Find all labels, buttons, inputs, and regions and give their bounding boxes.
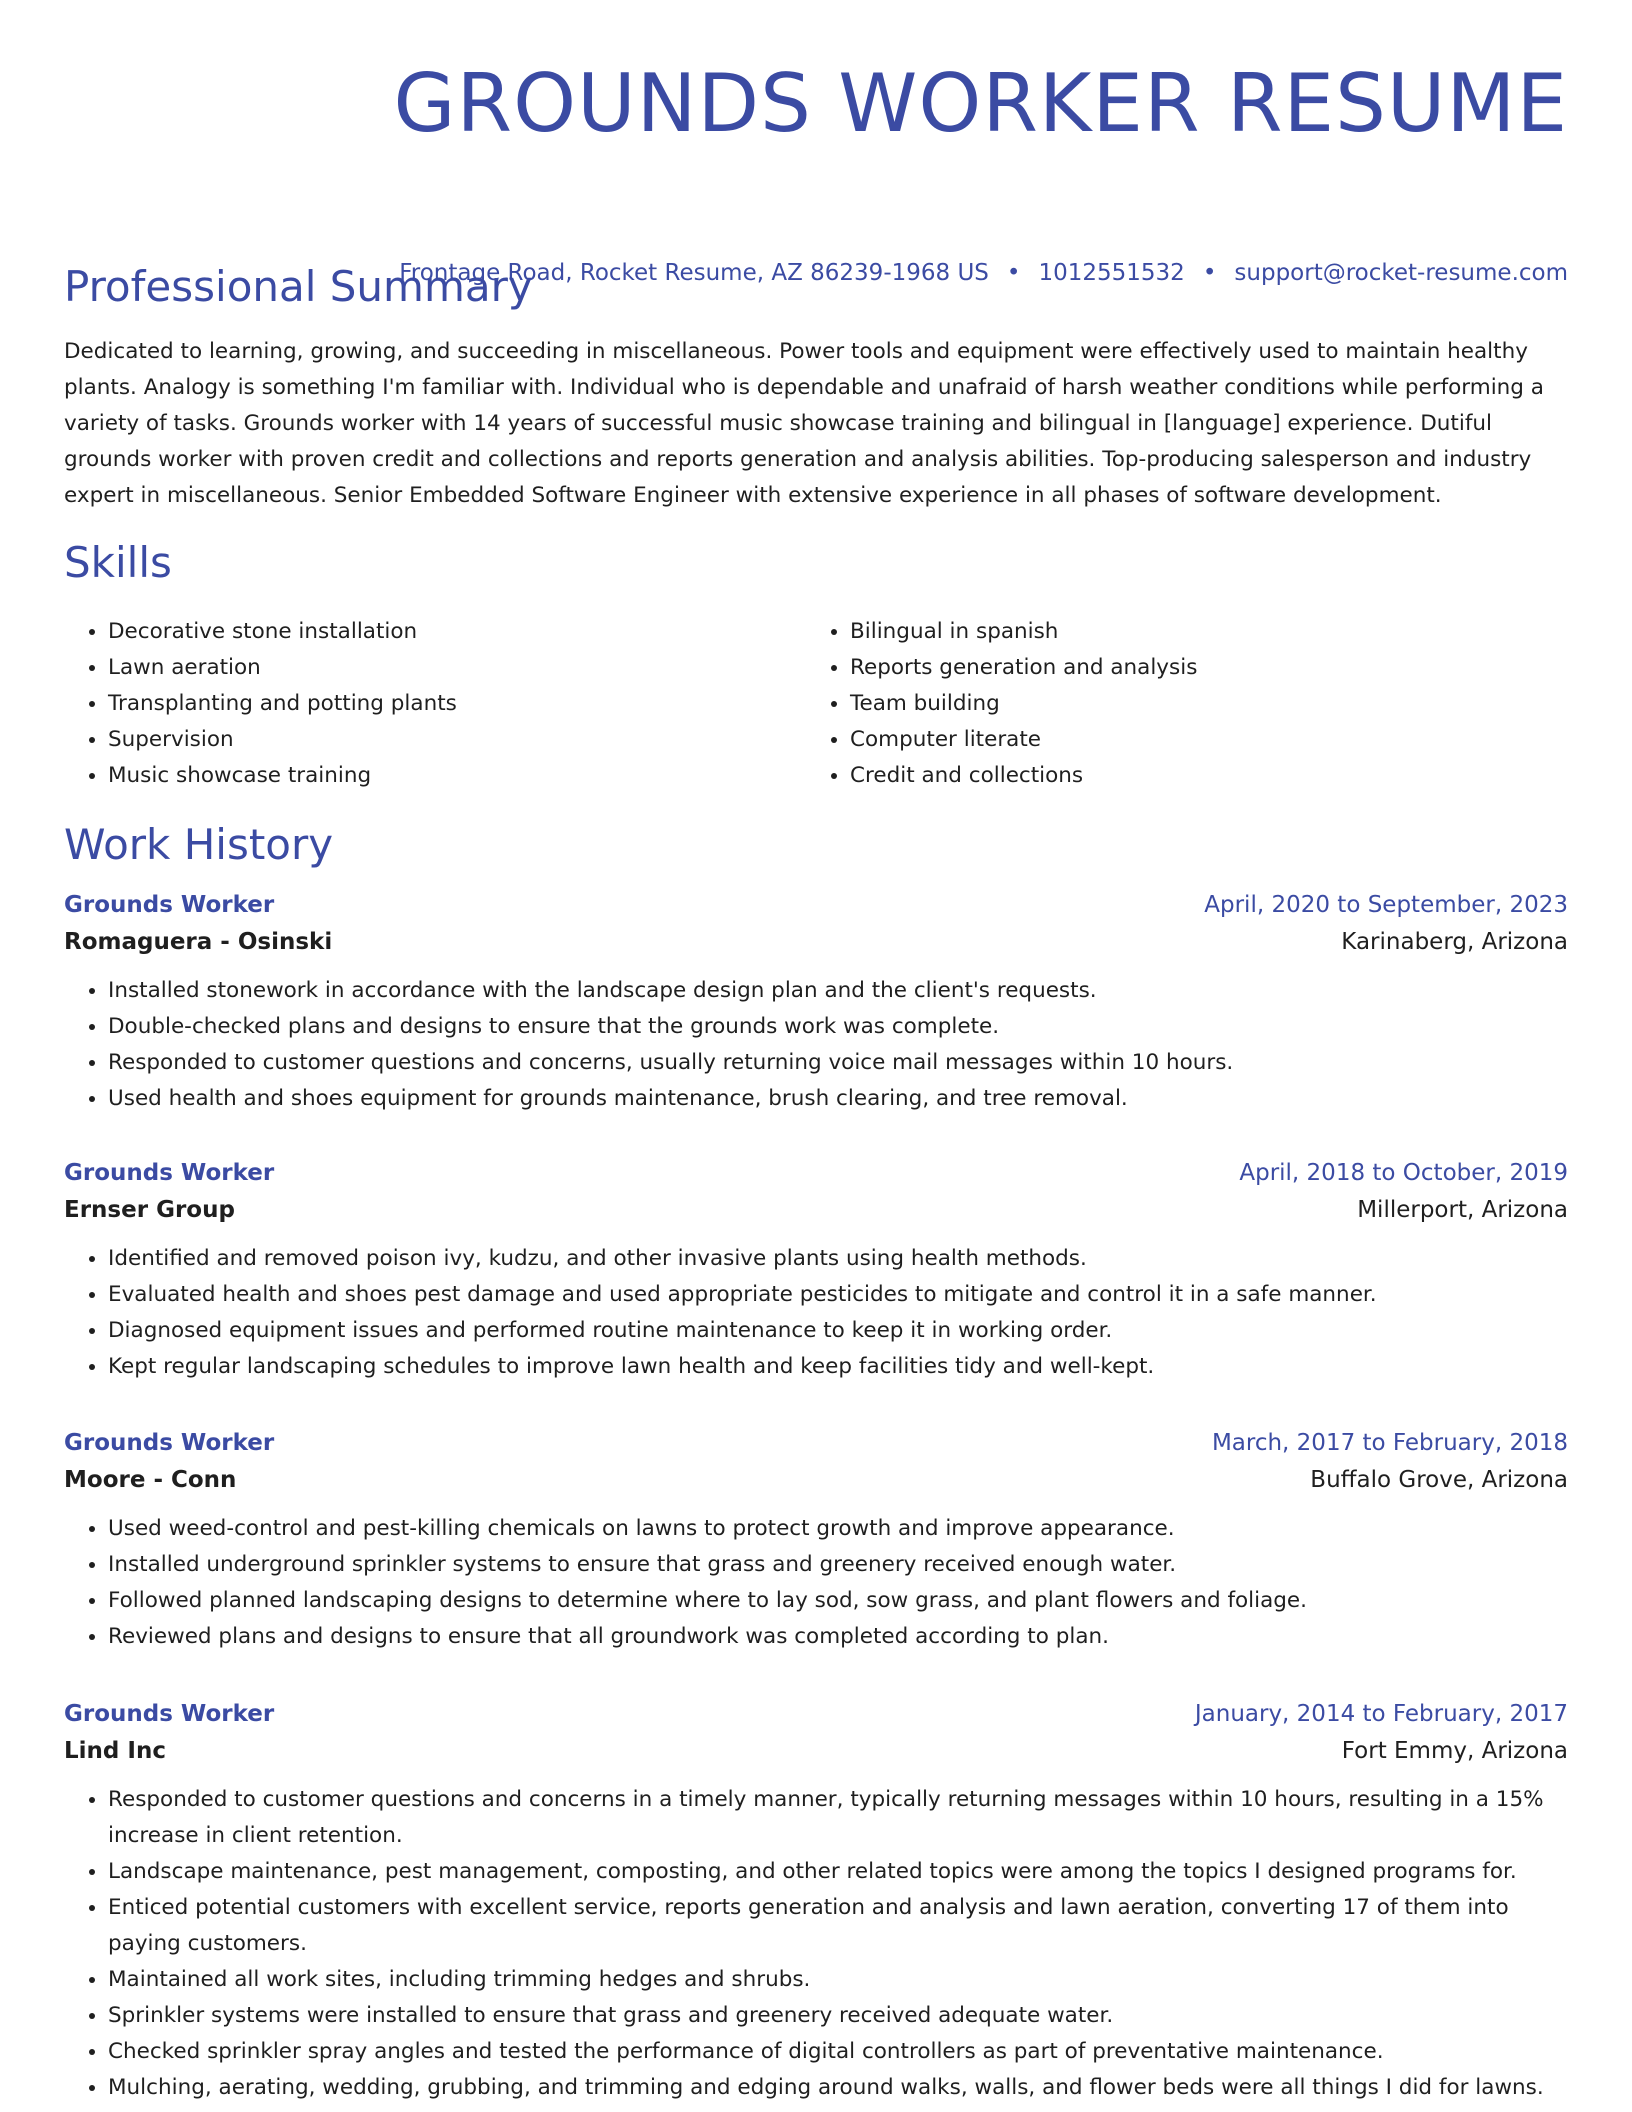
job-entry bbox=[64, 1155, 1568, 1385]
job-bullets bbox=[64, 1511, 1568, 1655]
skills-column-left bbox=[64, 614, 806, 794]
job-location: Fort Emmy, Arizona bbox=[1341, 1738, 1568, 1764]
skill-item: • Supervision bbox=[108, 722, 806, 758]
email: support@rocket-resume.com bbox=[1234, 260, 1568, 286]
job-location: Buffalo Grove, Arizona bbox=[1310, 1467, 1568, 1493]
job-company: Moore - Conn bbox=[64, 1467, 237, 1493]
contact-line bbox=[399, 260, 1568, 286]
job-header-row bbox=[64, 887, 1568, 923]
skill-item: • Transplanting and potting plants bbox=[108, 686, 806, 722]
job-bullet: • Double-checked plans and designs to ensure that the grounds work was complete. bbox=[108, 1009, 1568, 1045]
job-dates: January, 2014 to February, 2017 bbox=[1194, 1701, 1568, 1727]
summary-text: Dedicated to learning, growing, and succeeding in miscellaneous. Power tools and equipment were effectively used to maintain healthy plants. Analogy is something I'm familiar with. Individual who is dependable and unafraid of harsh weather conditions while performing a variety of tasks. Grounds worker with 14 years of successful music showcase training and bilingual in [language] experience. Dutiful grounds worker with proven credit and collections and reports generation and analysis abilities. Top-producing salesperson and industry expert in miscellaneous. Senior Embedded Software Engineer with extensive experience in all phases of software development. bbox=[64, 339, 1544, 508]
skills-heading: Skills bbox=[64, 538, 172, 587]
job-bullet: • Sprinkler systems were installed to ensure that grass and greenery received adequate water. bbox=[108, 1998, 1568, 2034]
skill-item: • Credit and collections bbox=[850, 758, 1548, 794]
job-company-row bbox=[64, 1461, 1568, 1499]
skill-item: • Computer literate bbox=[850, 722, 1548, 758]
job-location: Millerport, Arizona bbox=[1357, 1197, 1568, 1223]
skill-item: • Lawn aeration bbox=[108, 650, 806, 686]
job-bullet: • Kept regular landscaping schedules to improve lawn health and keep facilities tidy and well-kept. bbox=[108, 1349, 1568, 1385]
job-header-row bbox=[64, 1155, 1568, 1191]
skills-list bbox=[64, 614, 1568, 794]
job-dates: March, 2017 to February, 2018 bbox=[1211, 1430, 1568, 1456]
job-company-row bbox=[64, 1732, 1568, 1770]
job-bullets bbox=[64, 1241, 1568, 1385]
job-company: Ernser Group bbox=[64, 1197, 235, 1223]
job-company-row bbox=[64, 923, 1568, 961]
skill-item: • Music showcase training bbox=[108, 758, 806, 794]
job-bullet: • Maintained all work sites, including trimming hedges and shrubs. bbox=[108, 1962, 1568, 1998]
phone: 1012551532 bbox=[1038, 260, 1185, 286]
skill-item: • Reports generation and analysis bbox=[850, 650, 1548, 686]
contact-separator: • bbox=[1006, 260, 1021, 286]
job-entry bbox=[64, 1696, 1568, 2106]
job-company: Romaguera - Osinski bbox=[64, 929, 333, 955]
skill-item: • Bilingual in spanish bbox=[850, 614, 1548, 650]
job-title: Grounds Worker bbox=[64, 1160, 275, 1186]
job-location: Karinaberg, Arizona bbox=[1341, 929, 1568, 955]
job-bullet: • Used weed-control and pest-killing chemicals on lawns to protect growth and improve appearance. bbox=[108, 1511, 1568, 1547]
job-dates: April, 2020 to September, 2023 bbox=[1204, 892, 1568, 918]
job-company: Lind Inc bbox=[64, 1738, 166, 1764]
job-bullet: • Installed stonework in accordance with the landscape design plan and the client's requests. bbox=[108, 973, 1568, 1009]
job-bullet: • Followed planned landscaping designs to determine where to lay sod, sow grass, and plant flowers and foliage. bbox=[108, 1583, 1568, 1619]
summary-heading: Professional Summary bbox=[64, 262, 533, 311]
skill-item: • Team building bbox=[850, 686, 1548, 722]
job-bullet: • Reviewed plans and designs to ensure that all groundwork was completed according to plan. bbox=[108, 1619, 1568, 1655]
job-title: Grounds Worker bbox=[64, 892, 275, 918]
job-header-row bbox=[64, 1425, 1568, 1461]
job-dates: April, 2018 to October, 2019 bbox=[1239, 1160, 1568, 1186]
job-title: Grounds Worker bbox=[64, 1701, 275, 1727]
skill-item: • Decorative stone installation bbox=[108, 614, 806, 650]
resume-title: GROUNDS WORKER RESUME bbox=[393, 57, 1568, 150]
job-bullets bbox=[64, 973, 1568, 1117]
job-entry bbox=[64, 887, 1568, 1117]
job-bullet: • Responded to customer questions and concerns, usually returning voice mail messages within 10 hours. bbox=[108, 1045, 1568, 1081]
job-bullet: • Diagnosed equipment issues and performed routine maintenance to keep it in working order. bbox=[108, 1313, 1568, 1349]
job-company-row bbox=[64, 1191, 1568, 1229]
job-bullet: • Landscape maintenance, pest management, composting, and other related topics were among the topics I designed programs for. bbox=[108, 1854, 1568, 1890]
address: Frontage Road, Rocket Resume, AZ 86239-1968 US bbox=[399, 260, 989, 286]
job-bullet: • Responded to customer questions and concerns in a timely manner, typically returning messages within 10 hours, resulting in a 15% increase in client retention. bbox=[108, 1782, 1568, 1854]
job-title: Grounds Worker bbox=[64, 1430, 275, 1456]
job-bullet: • Checked sprinkler spray angles and tested the performance of digital controllers as part of preventative maintenance. bbox=[108, 2034, 1568, 2070]
skills-column-right bbox=[806, 614, 1548, 794]
job-bullets bbox=[64, 1782, 1568, 2106]
job-bullet: • Enticed potential customers with excellent service, reports generation and analysis and lawn aeration, converting 17 of them into paying customers. bbox=[108, 1890, 1568, 1962]
job-bullet: • Installed underground sprinkler systems to ensure that grass and greenery received enough water. bbox=[108, 1547, 1568, 1583]
work-history-heading: Work History bbox=[64, 820, 334, 869]
job-bullet: • Identified and removed poison ivy, kudzu, and other invasive plants using health methods. bbox=[108, 1241, 1568, 1277]
resume-page bbox=[64, 0, 1568, 2100]
job-bullet: • Used health and shoes equipment for grounds maintenance, brush clearing, and tree removal. bbox=[108, 1081, 1568, 1117]
job-bullet: • Mulching, aerating, wedding, grubbing, and trimming and edging around walks, walls, and flower beds were all things I did for lawns. bbox=[108, 2070, 1568, 2106]
job-header-row bbox=[64, 1696, 1568, 1732]
job-bullet: • Evaluated health and shoes pest damage and used appropriate pesticides to mitigate and control it in a safe manner. bbox=[108, 1277, 1568, 1313]
contact-separator: • bbox=[1202, 260, 1217, 286]
job-entry bbox=[64, 1425, 1568, 1655]
